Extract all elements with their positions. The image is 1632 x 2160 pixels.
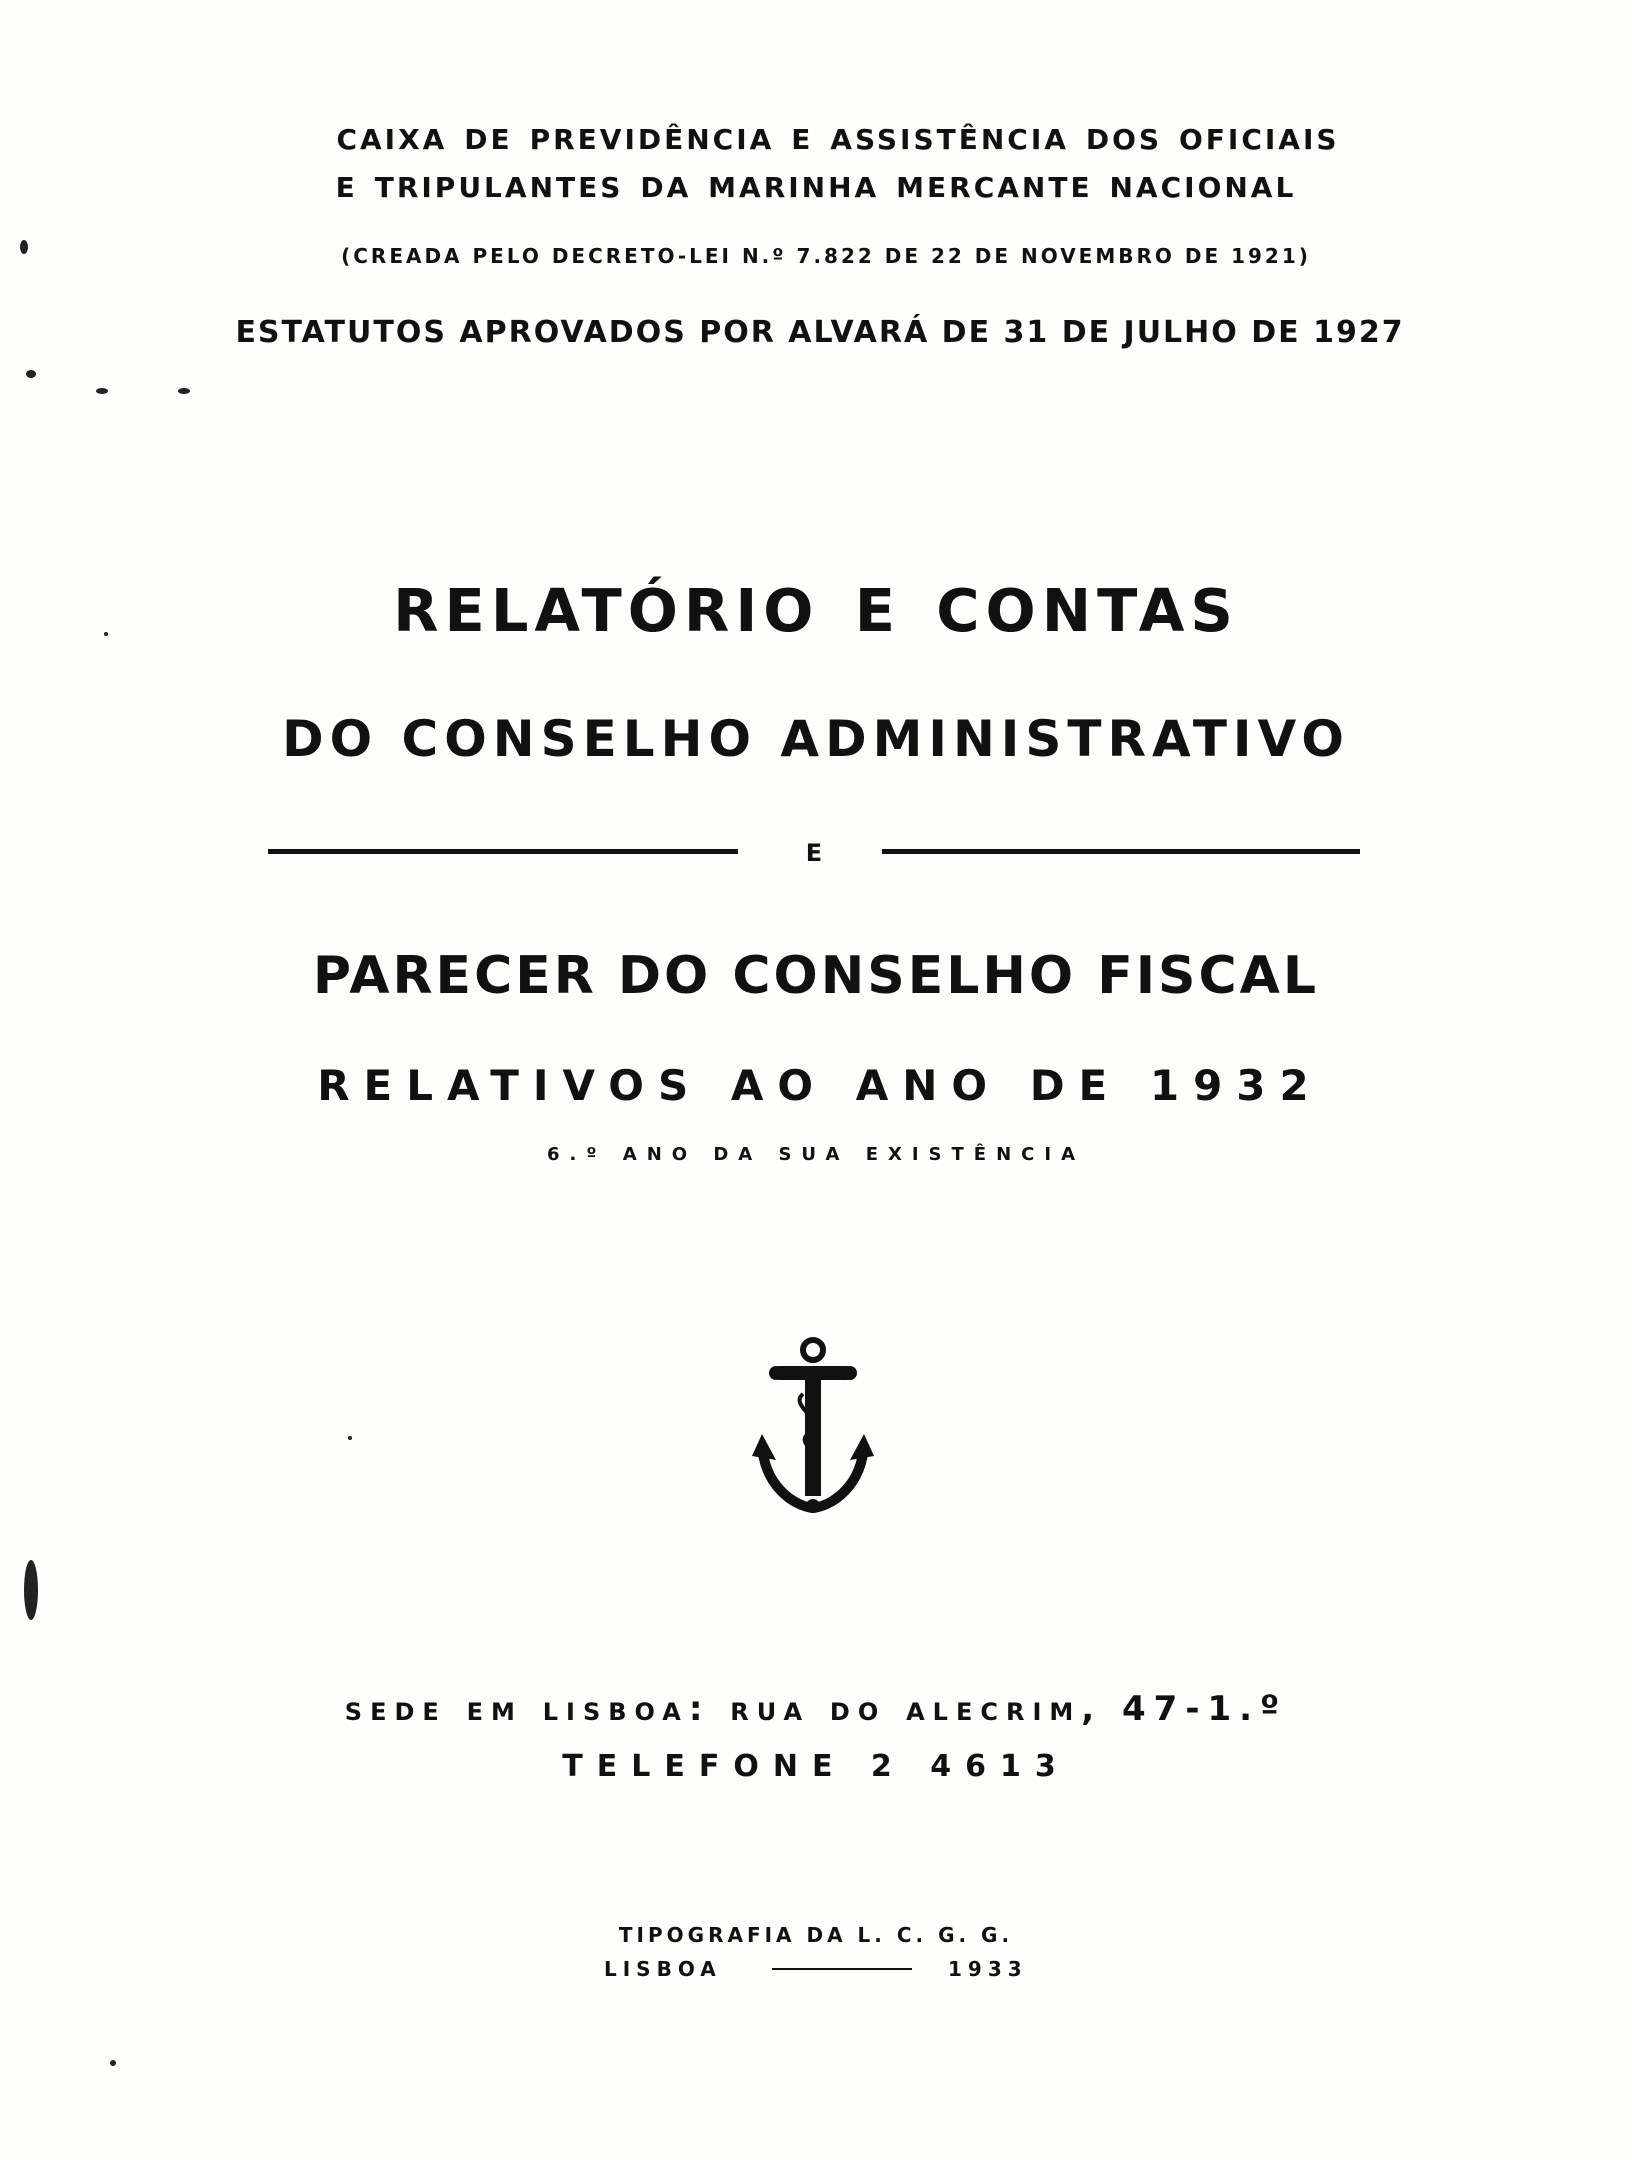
scan-speck — [178, 388, 190, 394]
scan-speck — [104, 632, 108, 636]
existence-year-note: 6.º ANO DA SUA EXISTÊNCIA — [546, 1144, 1086, 1165]
divider-rule-left — [268, 849, 738, 854]
fiscal-council-opinion: PARECER DO CONSELHO FISCAL — [312, 946, 1320, 1006]
document-subtitle: DO CONSELHO ADMINISTRATIVO — [282, 710, 1350, 768]
scan-speck — [26, 370, 36, 378]
institution-name-line-1: caixa de previdência e assistência dos oficiais — [336, 113, 1340, 159]
headquarters-address: sede em lisboa: rua do alecrim, 47-1.º — [344, 1689, 1288, 1729]
printer-name: TIPOGRAFIA DA L. C. G. G. — [618, 1923, 1014, 1947]
scan-speck — [96, 388, 108, 394]
imprint-year: 1933 — [948, 1957, 1028, 1981]
imprint-city: LISBOA — [604, 1957, 722, 1981]
telephone-number: TELEFONE 2 4613 — [562, 1749, 1070, 1784]
report-year: RELATIVOS AO ANO DE 1932 — [317, 1061, 1323, 1110]
scan-speck — [24, 1560, 38, 1620]
document-title: relatório e contas — [393, 553, 1239, 651]
scan-speck — [110, 2060, 116, 2066]
statutes-approval: ESTATUTOS APROVADOS POR ALVARÁ DE 31 DE JULHO DE 1927 — [235, 315, 1405, 350]
divider-conjunction: E — [805, 839, 823, 867]
imprint-place-year — [600, 1956, 1040, 1982]
institution-name-line-2: e tripulantes da marinha mercante nacional — [335, 161, 1297, 207]
anchor-icon — [748, 1336, 878, 1516]
section-divider — [268, 838, 1360, 868]
imprint-dash — [772, 1968, 912, 1970]
divider-rule-right — [882, 849, 1360, 854]
scan-speck — [20, 240, 28, 254]
founding-decree: (CREADA PELO DECRETO-LEI N.º 7.822 DE 22 DE NOVEMBRO DE 1921) — [341, 244, 1311, 268]
scan-speck — [348, 1436, 352, 1440]
